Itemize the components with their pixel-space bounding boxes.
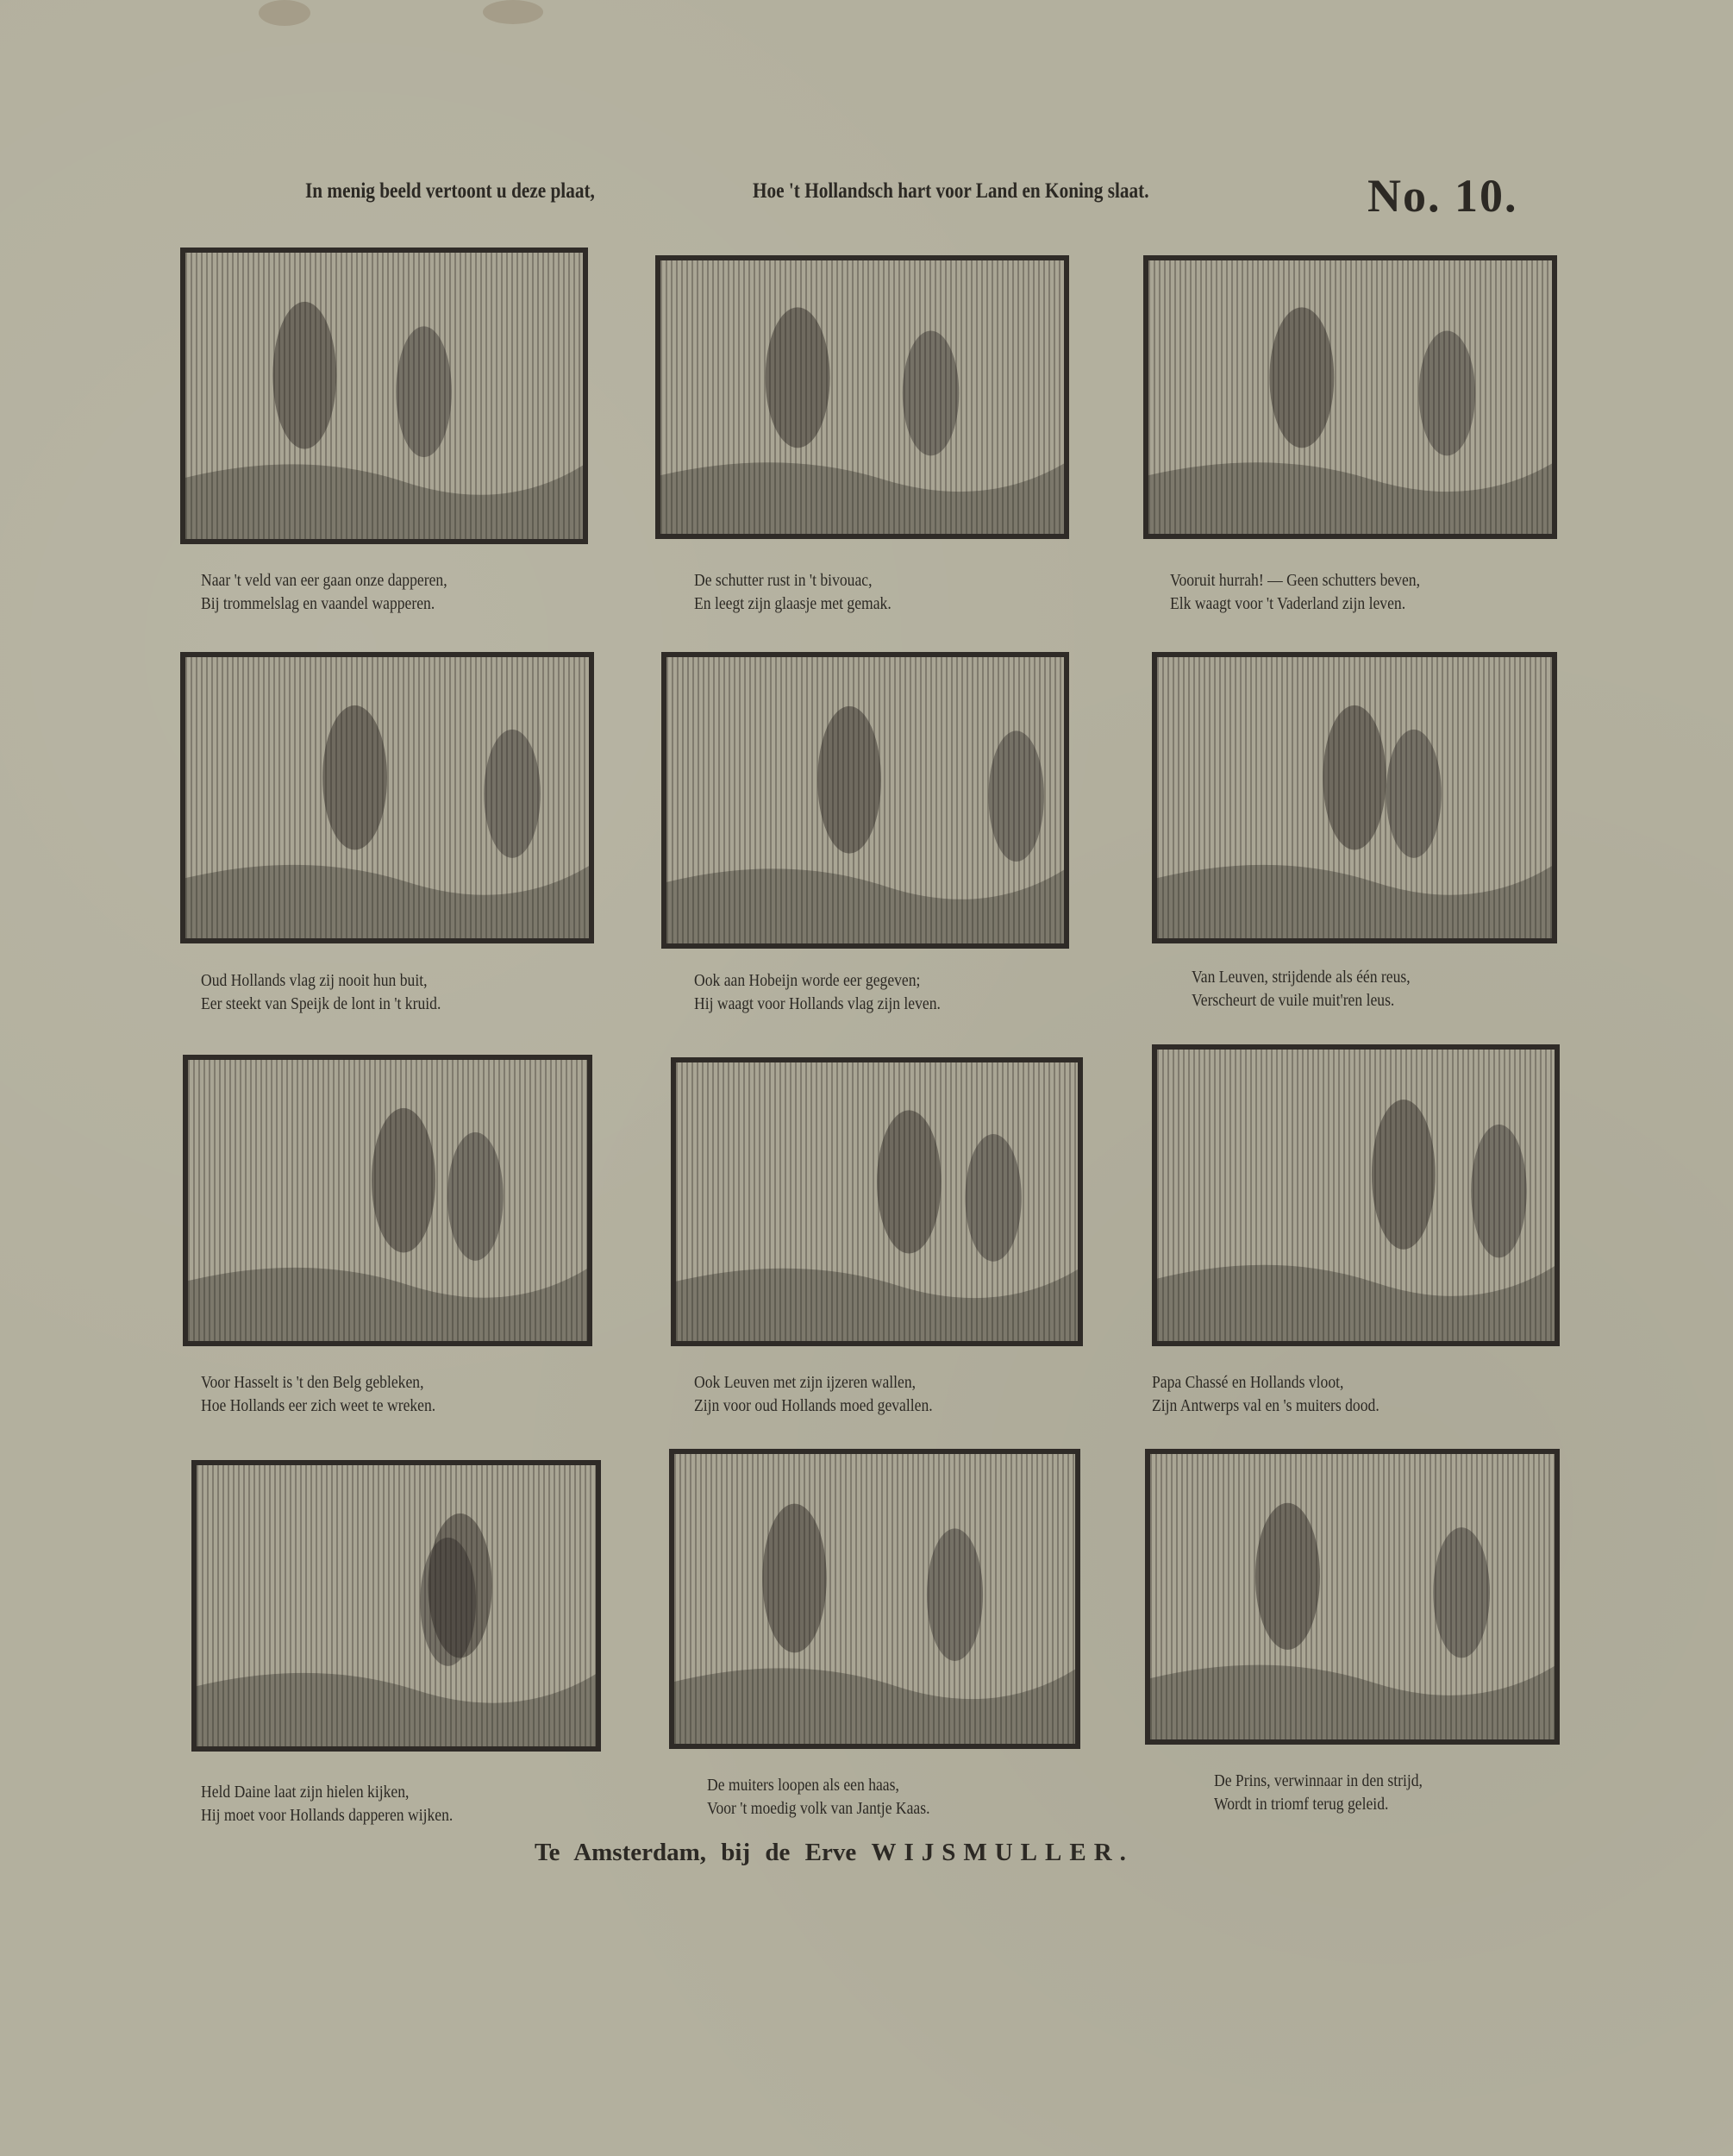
panel-caption-line-2: Zijn voor oud Hollands moed gevallen. xyxy=(694,1396,933,1415)
panel-caption-line-1: Oud Hollands vlag zij nooit hun buit, xyxy=(201,971,428,990)
woodcut-scene xyxy=(660,260,1064,534)
imprint-text: Te Amsterdam, bij de Erve xyxy=(535,1839,857,1866)
panel-caption-line-1: Ook Leuven met zijn ijzeren wallen, xyxy=(694,1373,917,1392)
sheet-number: No. 10. xyxy=(1367,170,1518,222)
panel-caption-line-2: Eer steekt van Speijk de lont in 't kruid. xyxy=(201,994,441,1013)
panel-caption-line-1: Papa Chassé en Hollands vloot, xyxy=(1152,1373,1344,1392)
woodcut-illustration-1 xyxy=(180,248,588,544)
woodcut-scene xyxy=(197,1465,596,1746)
panel-caption-line-1: Naar 't veld van eer gaan onze dapperen, xyxy=(201,571,447,590)
panel-caption-line-1: De Prins, verwinnaar in den strijd, xyxy=(1214,1771,1423,1790)
woodcut-illustration-5 xyxy=(661,652,1069,949)
woodcut-illustration-6 xyxy=(1152,652,1557,943)
panel-caption-line-1: De schutter rust in 't bivouac, xyxy=(694,571,873,590)
woodcut-illustration-11 xyxy=(669,1449,1080,1749)
panel-caption-line-2: Voor 't moedig volk van Jantje Kaas. xyxy=(707,1799,930,1818)
woodcut-scene xyxy=(185,657,589,938)
panel-caption-line-1: Van Leuven, strijdende als één reus, xyxy=(1192,968,1411,987)
panel-caption-line-2: Elk waagt voor 't Vaderland zijn leven. xyxy=(1170,594,1406,613)
panel-caption-line-1: Held Daine laat zijn hielen kijken, xyxy=(201,1783,410,1802)
publisher-name: WIJSMULLER. xyxy=(871,1839,1134,1866)
header-line-2: Hoe 't Hollandsch hart voor Land en Koning slaat. xyxy=(753,179,1149,203)
stain xyxy=(483,0,543,24)
panel-caption-line-2: Verscheurt de vuile muit'ren leus. xyxy=(1192,991,1395,1010)
stain xyxy=(259,0,310,26)
woodcut-scene xyxy=(1157,1050,1555,1341)
panel-caption-line-2: Bij trommelslag en vaandel wapperen. xyxy=(201,594,435,613)
woodcut-illustration-9 xyxy=(1152,1044,1560,1346)
panel-caption-line-1: Voor Hasselt is 't den Belg gebleken, xyxy=(201,1373,424,1392)
woodcut-scene xyxy=(666,657,1064,943)
panel-caption-line-1: Ook aan Hobeijn worde eer gegeven; xyxy=(694,971,921,990)
woodcut-scene xyxy=(1150,1454,1555,1739)
panel-caption-line-1: Vooruit hurrah! — Geen schutters beven, xyxy=(1170,571,1421,590)
woodcut-scene xyxy=(1157,657,1552,938)
panel-caption-line-2: Hoe Hollands eer zich weet te wreken. xyxy=(201,1396,436,1415)
woodcut-illustration-10 xyxy=(191,1460,601,1752)
woodcut-illustration-2 xyxy=(655,255,1069,539)
woodcut-illustration-8 xyxy=(671,1057,1083,1346)
panel-caption-line-2: Wordt in triomf terug geleid. xyxy=(1214,1795,1389,1814)
woodcut-illustration-7 xyxy=(183,1055,592,1346)
woodcut-scene xyxy=(188,1060,587,1341)
header-line-1: In menig beeld vertoont u deze plaat, xyxy=(305,179,595,203)
woodcut-illustration-4 xyxy=(180,652,594,943)
panel-caption-line-2: En leegt zijn glaasje met gemak. xyxy=(694,594,892,613)
woodcut-scene xyxy=(185,253,583,539)
panel-caption-line-2: Zijn Antwerps val en 's muiters dood. xyxy=(1152,1396,1380,1415)
panel-caption-line-1: De muiters loopen als een haas, xyxy=(707,1776,899,1795)
imprint xyxy=(535,1839,1134,1867)
woodcut-illustration-12 xyxy=(1145,1449,1560,1745)
woodcut-scene xyxy=(1148,260,1552,534)
woodcut-scene xyxy=(676,1062,1078,1341)
woodcut-illustration-3 xyxy=(1143,255,1557,539)
panel-caption-line-2: Hij waagt voor Hollands vlag zijn leven. xyxy=(694,994,941,1013)
woodcut-scene xyxy=(674,1454,1075,1744)
panel-caption-line-2: Hij moet voor Hollands dapperen wijken. xyxy=(201,1806,454,1825)
